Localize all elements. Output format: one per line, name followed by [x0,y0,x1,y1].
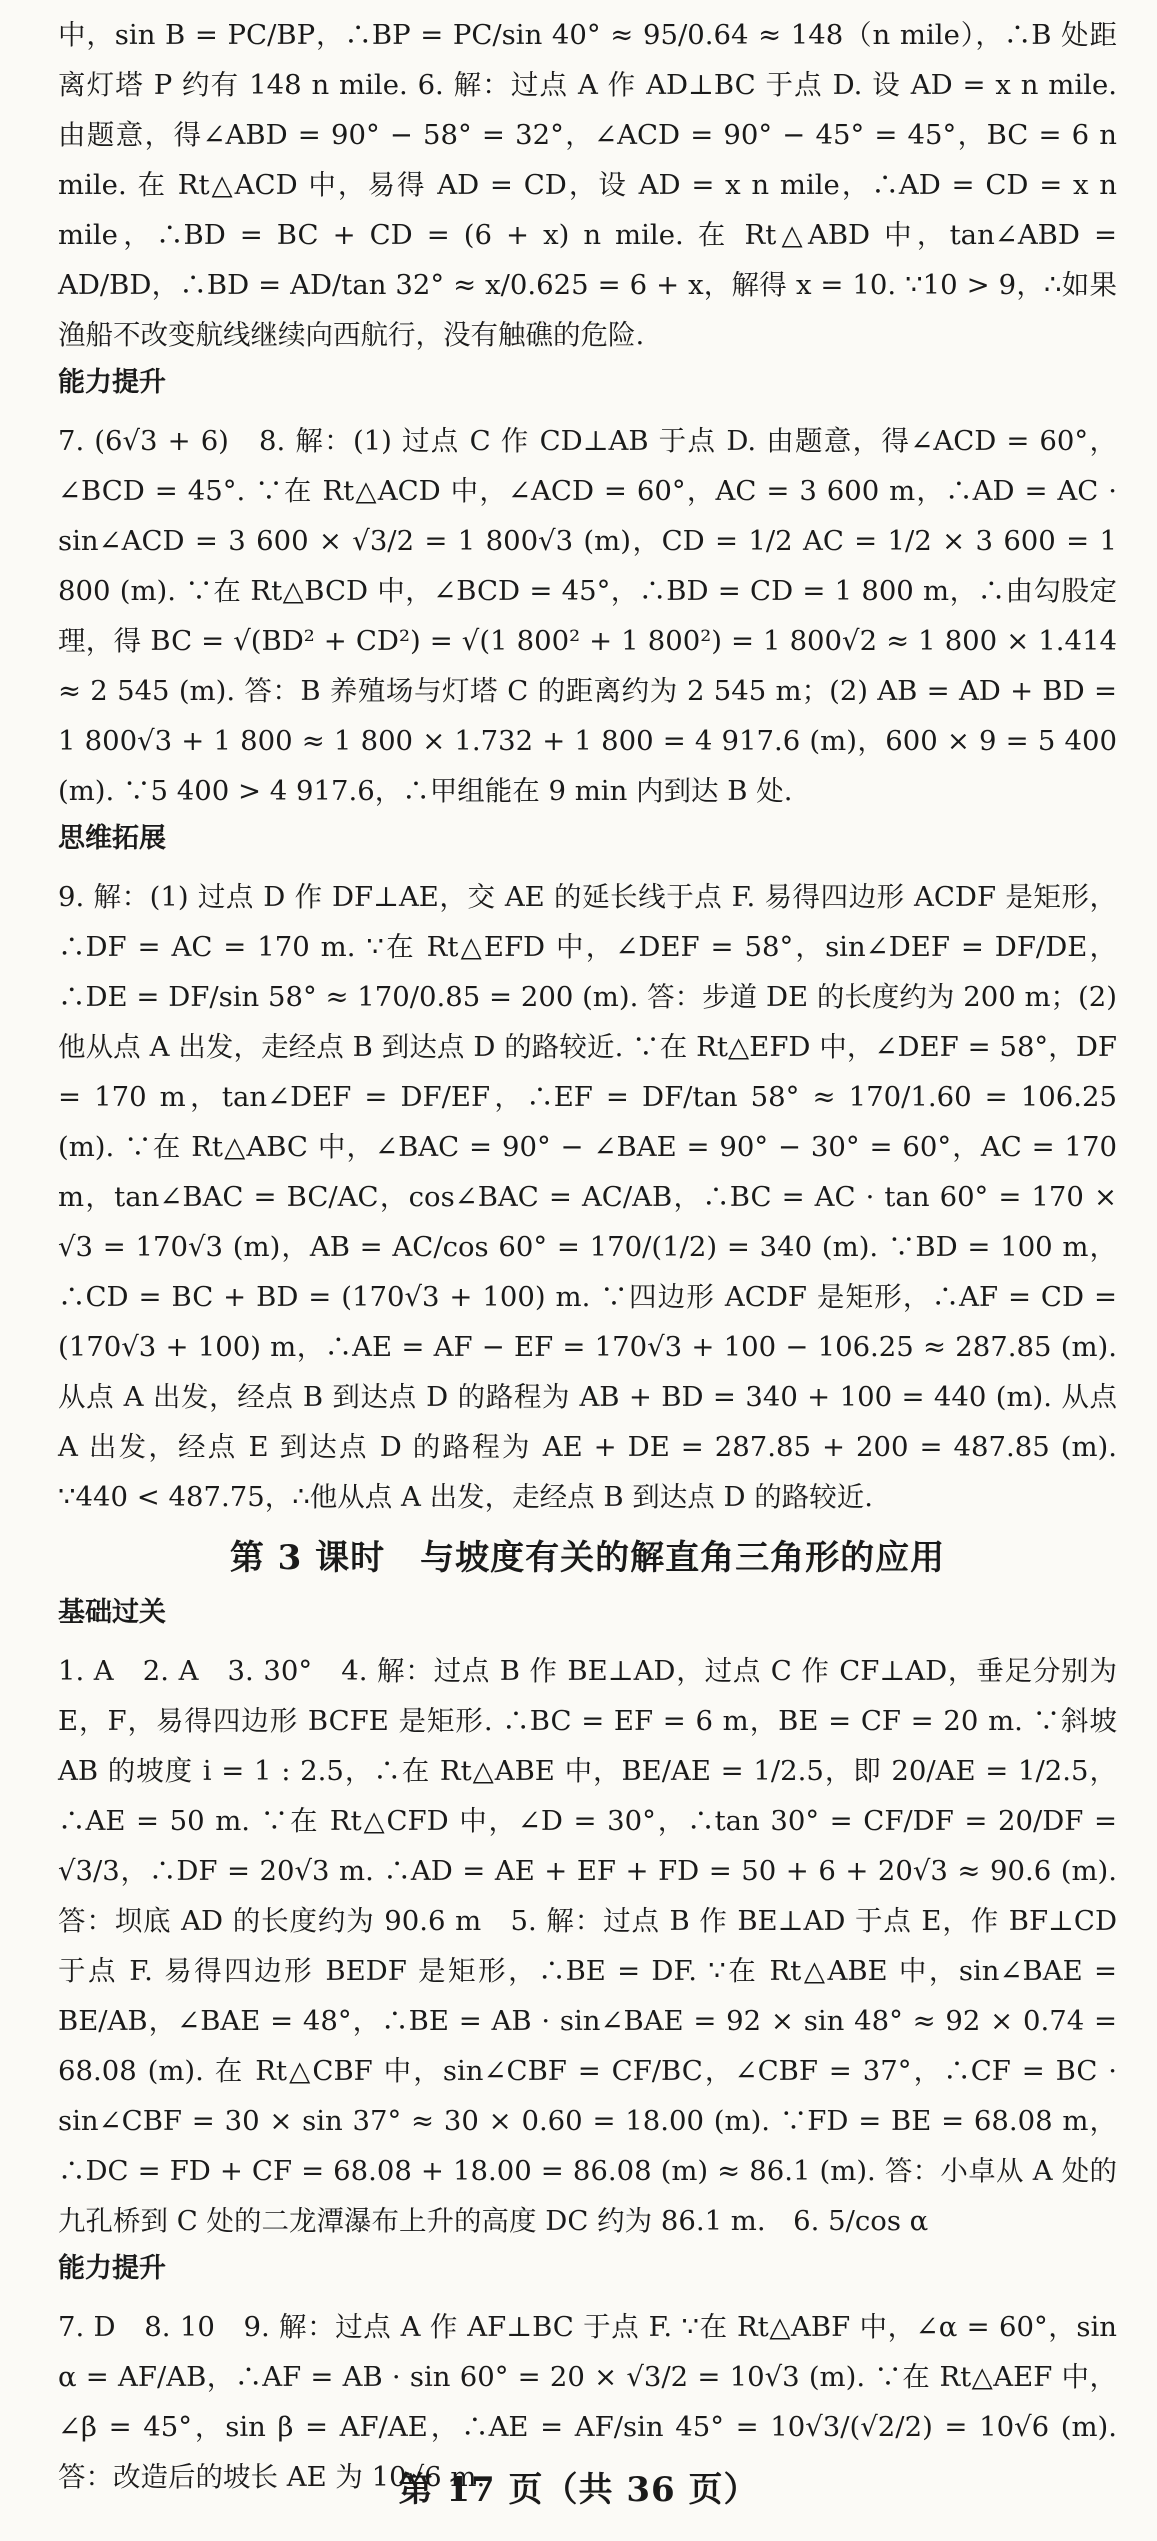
section-heading-ability: 能力提升 [58,367,166,398]
basic-paragraph: 1. A 2. A 3. 30° 4. 解：过点 B 作 BE⊥AD，过点 C 作 CF⊥AD，垂足分别为 E，F，易得四边形 BCFE 是矩形. ∴BC = EF = 6 m，BE = CF = 20 m. ∵斜坡 AB 的坡度 i = 1 : 2.5，∴在 Rt△ABE 中，BE/AE = 1/2.5，即 20/AE = 1/2.5，∴AE = 50 m. ∵在 Rt△CFD 中，∠D = 30°，∴tan 30° = CF/DF = 20/DF = √3/3，∴DF = 20√3 m. ∴AD = AE + EF + FD = 50 + 6 + 20√3 ≈ 90.6 (m). 答：坝底 AD 的长度约为 90.6 m 5. 解：过点 B 作 BE⊥AD 于点 E，作 BF⊥CD 于点 F. 易得四边形 BEDF 是矩形，∴BE = DF. ∵在 Rt△ABE 中，sin∠BAE = BE/AB，∠BAE = 48°，∴BE = AB · sin∠BAE = 92 × sin 48° ≈ 92 × 0.74 = 68.08 (m). 在 Rt△CBF 中，sin∠CBF = CF/BC，∠CBF = 37°，∴CF = BC · sin∠CBF = 30 × sin 37° ≈ 30 × 0.60 = 18.00 (m). ∵FD = BE = 68.08 m，∴DC = FD + CF = 68.08 + 18.00 = 86.08 (m) ≈ 86.1 (m). 答：小卓从 A 处的九孔桥到 C 处的二龙潭瀑布上升的高度 DC 约为 86.1 m. 6. 5/cos α [58,1655,1117,2237]
continuation-paragraph: 中，sin B = PC/BP，∴BP = PC/sin 40° ≈ 95/0.64 ≈ 148（n mile），∴B 处距离灯塔 P 约有 148 n mile. 6. 解：过点 A 作 AD⊥BC 于点 D. 设 AD = x n mile. 由题意，得∠ABD = 90° − 58° = 32°，∠ACD = 90° − 45° = 45°，BC = 6 n mile. 在 Rt△ACD 中，易得 AD = CD，设 AD = x n mile，∴AD = CD = x n mile，∴BD = BC + CD = (6 + x) n mile. 在 Rt△ABD 中，tan∠ABD = AD/BD，∴BD = AD/tan 32° ≈ x/0.625 = 6 + x，解得 x = 10. ∵10 > 9，∴如果渔船不改变航线继续向西航行，没有触礁的危险. [58,19,1117,351]
thinking-paragraph: 9. 解：(1) 过点 D 作 DF⊥AE，交 AE 的延长线于点 F. 易得四边形 ACDF 是矩形，∴DF = AC = 170 m. ∵在 Rt△EFD 中，∠DEF = 58°，sin∠DEF = DF/DE，∴DE = DF/sin 58° ≈ 170/0.85 = 200 (m). 答：步道 DE 的长度约为 200 m；(2) 他从点 A 出发，走经点 B 到达点 D 的路较近. ∵在 Rt△EFD 中，∠DEF = 58°，DF = 170 m，tan∠DEF = DF/EF，∴EF = DF/tan 58° ≈ 170/1.60 = 106.25 (m). ∵在 Rt△ABC 中，∠BAC = 90° − ∠BAE = 90° − 30° = 60°，AC = 170 m，tan∠BAC = BC/AC，cos∠BAC = AC/AB，∴BC = AC · tan 60° = 170 × √3 = 170√3 (m)，AB = AC/cos 60° = 170/(1/2) = 340 (m). ∵BD = 100 m，∴CD = BC + BD = (170√3 + 100) m. ∵四边形 ACDF 是矩形，∴AF = CD = (170√3 + 100) m，∴AE = AF − EF = 170√3 + 100 − 106.25 ≈ 287.85 (m). 从点 A 出发，经点 B 到达点 D 的路程为 AB + BD = 340 + 100 = 440 (m). 从点 A 出发，经点 E 到达点 D 的路程为 AE + DE = 287.85 + 200 = 487.85 (m). ∵440 < 487.75，∴他从点 A 出发，走经点 B 到达点 D 的路较近. [58,881,1117,1513]
ability-paragraph-2: 7. D 8. 10 9. 解：过点 A 作 AF⊥BC 于点 F. ∵在 Rt△ABF 中，∠α = 60°，sin α = AF/AB，∴AF = AB · sin 60° = 20 × √3/2 = 10√3 (m). ∵在 Rt△AEF 中，∠β = 45°，sin β = AF/AE，∴AE = AF/sin 45° = 10√3/(√2/2) = 10√6 (m). 答：改造后的坡长 AE 为 10√6 m. [58,2311,1117,2493]
section-heading-ability-2: 能力提升 [58,2253,166,2284]
page-footer: 第 17 页（共 36 页） [398,2470,759,2510]
section-heading-basic: 基础过关 [58,1597,166,1628]
lesson-title: 第 3 课时 与坡度有关的解直角三角形的应用 [229,1538,946,1578]
section-heading-thinking: 思维拓展 [58,823,166,854]
page-content [58,0,1117,2502]
ability-paragraph: 7. (6√3 + 6) 8. 解：(1) 过点 C 作 CD⊥AB 于点 D. 由题意，得∠ACD = 60°，∠BCD = 45°. ∵在 Rt△ACD 中，∠ACD = 60°，AC = 3 600 m，∴AD = AC · sin∠ACD = 3 600 × √3/2 = 1 800√3 (m)，CD = 1/2 AC = 1/2 × 3 600 = 1 800 (m). ∵在 Rt△BCD 中，∠BCD = 45°，∴BD = CD = 1 800 m，∴由勾股定理，得 BC = √(BD² + CD²) = √(1 800² + 1 800²) = 1 800√2 ≈ 1 800 × 1.414 ≈ 2 545 (m). 答：B 养殖场与灯塔 C 的距离约为 2 545 m；(2) AB = AD + BD = 1 800√3 + 1 800 ≈ 1 800 × 1.732 + 1 800 = 4 917.6 (m)，600 × 9 = 5 400 (m). ∵5 400 > 4 917.6，∴甲组能在 9 min 内到达 B 处. [58,425,1117,807]
